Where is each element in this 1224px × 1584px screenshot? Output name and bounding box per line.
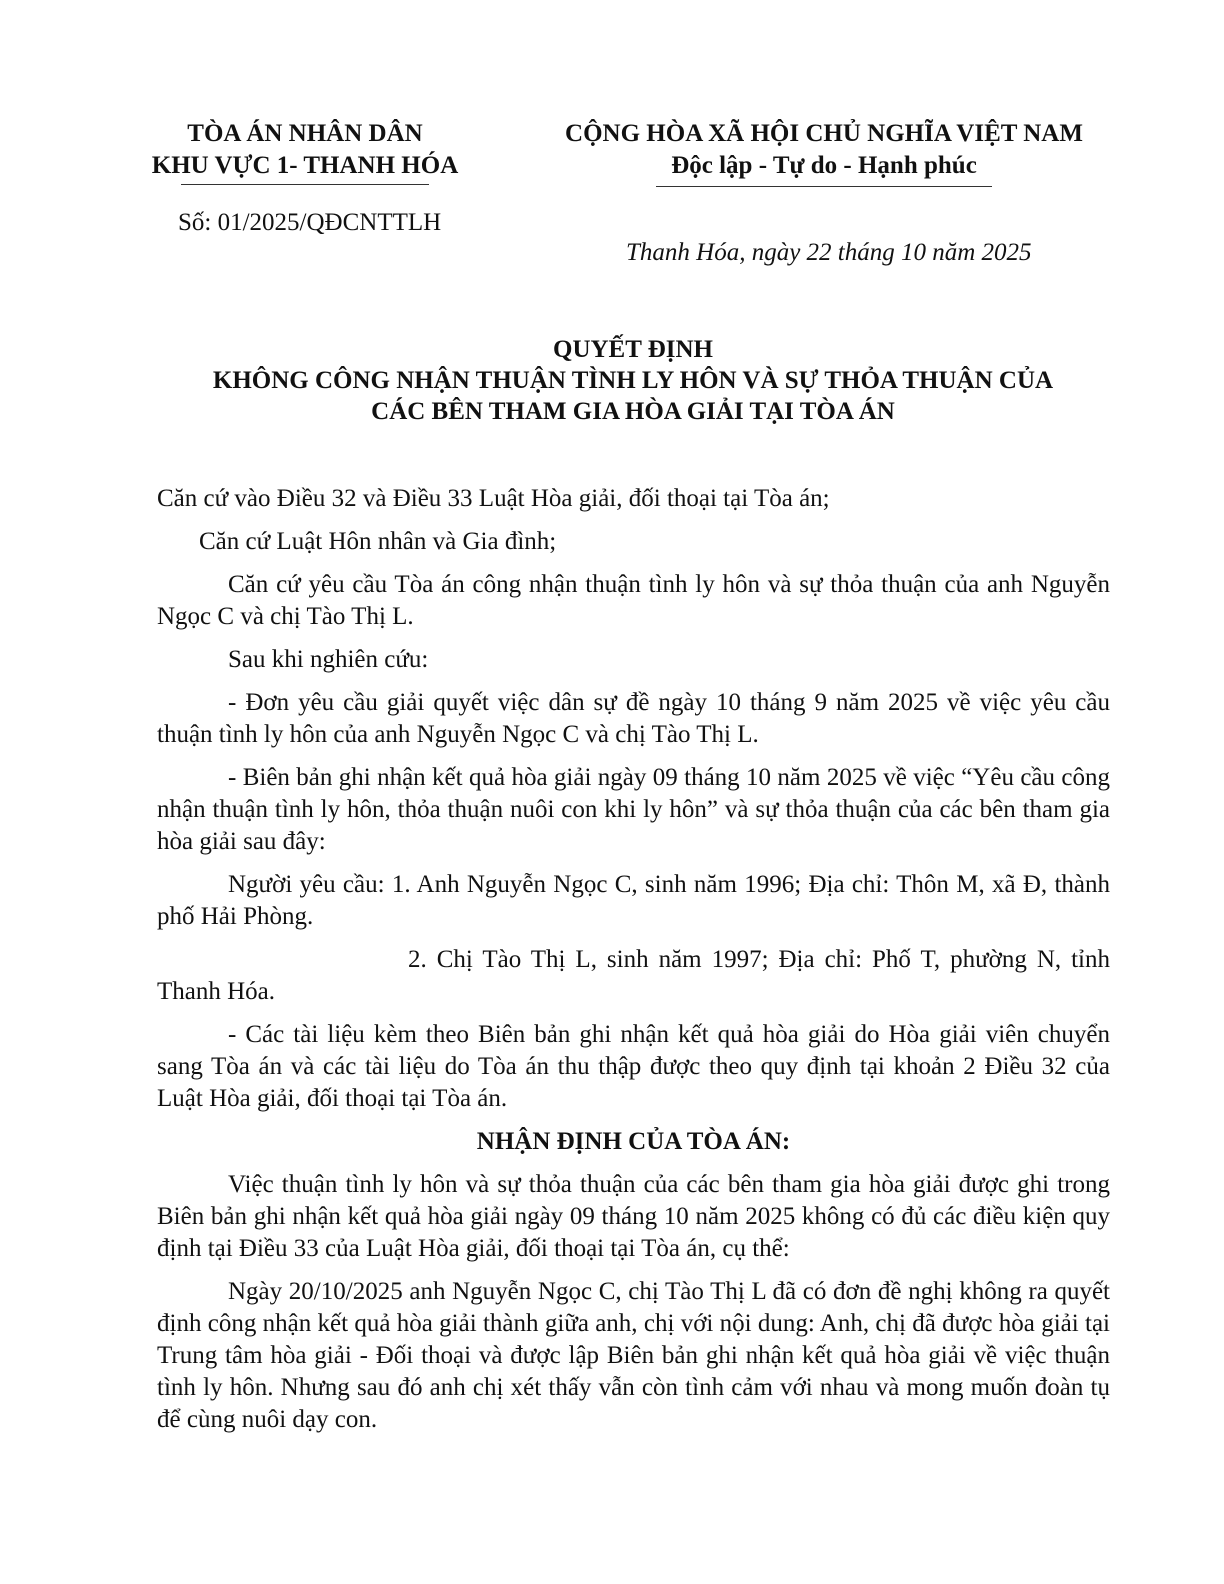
national-motto: Độc lập - Tự do - Hạnh phúc (671, 152, 977, 179)
body-paragraph: Việc thuận tình ly hôn và sự thỏa thuận của các bên tham gia hòa giải được ghi trong Biên bản ghi nhận kết quả hòa giải ngày 09 tháng 10 năm 2025 không có đủ các điều kiện quy định tại Điều 33 của Luật Hòa giải, đối thoại tại Tòa án, cụ thể: (157, 1171, 1110, 1262)
document-title (150, 334, 1116, 427)
requester-paragraph: 2. Chị Tào Thị L, sinh năm 1997; Địa chỉ: Phố T, phường N, tỉnh Thanh Hóa. (157, 946, 1110, 1005)
court-region: KHU VỰC 1- THANH HÓA (151, 152, 459, 179)
requester-paragraph: Người yêu cầu: 1. Anh Nguyễn Ngọc C, sinh năm 1996; Địa chỉ: Thôn M, xã Đ, thành phố Hải Phòng. (157, 871, 1110, 930)
legal-basis-paragraph: Căn cứ Luật Hôn nhân và Gia đình; (199, 528, 557, 555)
title-decision: QUYẾT ĐỊNH (553, 336, 713, 363)
body-paragraph: - Đơn yêu cầu giải quyết việc dân sự đề ngày 10 tháng 9 năm 2025 về việc yêu cầu thuận tình ly hôn của anh Nguyễn Ngọc C và chị Tào Thị L. (157, 689, 1110, 748)
document-number: Số: 01/2025/QĐCNTTLH (178, 209, 442, 236)
body-paragraph: Sau khi nghiên cứu: (228, 646, 429, 673)
legal-basis-paragraph: Căn cứ vào Điều 32 và Điều 33 Luật Hòa giải, đối thoại tại Tòa án; (157, 485, 830, 512)
body-paragraph: - Các tài liệu kèm theo Biên bản ghi nhận kết quả hòa giải do Hòa giải viên chuyển sang Tòa án và các tài liệu do Tòa án thu thập được theo quy định tại khoản 2 Điều 32 của Luật Hòa giải, đối thoại tại Tòa án. (157, 1021, 1110, 1112)
legal-basis-paragraph: Căn cứ yêu cầu Tòa án công nhận thuận tình ly hôn và sự thỏa thuận của anh Nguyễn Ngọc C và chị Tào Thị L. (157, 571, 1110, 630)
document-body (157, 483, 1110, 1447)
court-header (150, 118, 460, 185)
court-header-underline (181, 184, 429, 185)
section-heading: NHẬN ĐỊNH CỦA TÒA ÁN: (476, 1128, 791, 1155)
body-paragraph: Ngày 20/10/2025 anh Nguyễn Ngọc C, chị Tào Thị L đã có đơn đề nghị không ra quyết định công nhận kết quả hòa giải thành giữa anh, chị với nội dung: Anh, chị đã được hòa giải tại Trung tâm hòa giải - Đối thoại và được lập Biên bản ghi nhận kết quả hòa giải về việc thuận tình ly hôn. Nhưng sau đó anh chị xét thấy vẫn còn tình cảm với nhau và mong muốn đoàn tụ để cùng nuôi dạy con. (157, 1278, 1110, 1433)
document-date: Thanh Hóa, ngày 22 tháng 10 năm 2025 (626, 239, 1032, 266)
national-title: CỘNG HÒA XÃ HỘI CHỦ NGHĨA VIỆT NAM (565, 120, 1083, 147)
body-paragraph: - Biên bản ghi nhận kết quả hòa giải ngày 09 tháng 10 năm 2025 về việc “Yêu cầu công nhận thuận tình ly hôn, thỏa thuận nuôi con khi ly hôn” và sự thỏa thuận của các bên tham gia hòa giải sau đây: (157, 764, 1110, 855)
national-header (548, 118, 1100, 187)
national-header-underline (656, 186, 992, 187)
title-subject-line1: KHÔNG CÔNG NHẬN THUẬN TÌNH LY HÔN VÀ SỰ THỎA THUẬN CỦA (212, 367, 1054, 394)
title-subject-line2: CÁC BÊN THAM GIA HÒA GIẢI TẠI TÒA ÁN (371, 398, 895, 425)
court-name: TÒA ÁN NHÂN DÂN (187, 120, 423, 147)
